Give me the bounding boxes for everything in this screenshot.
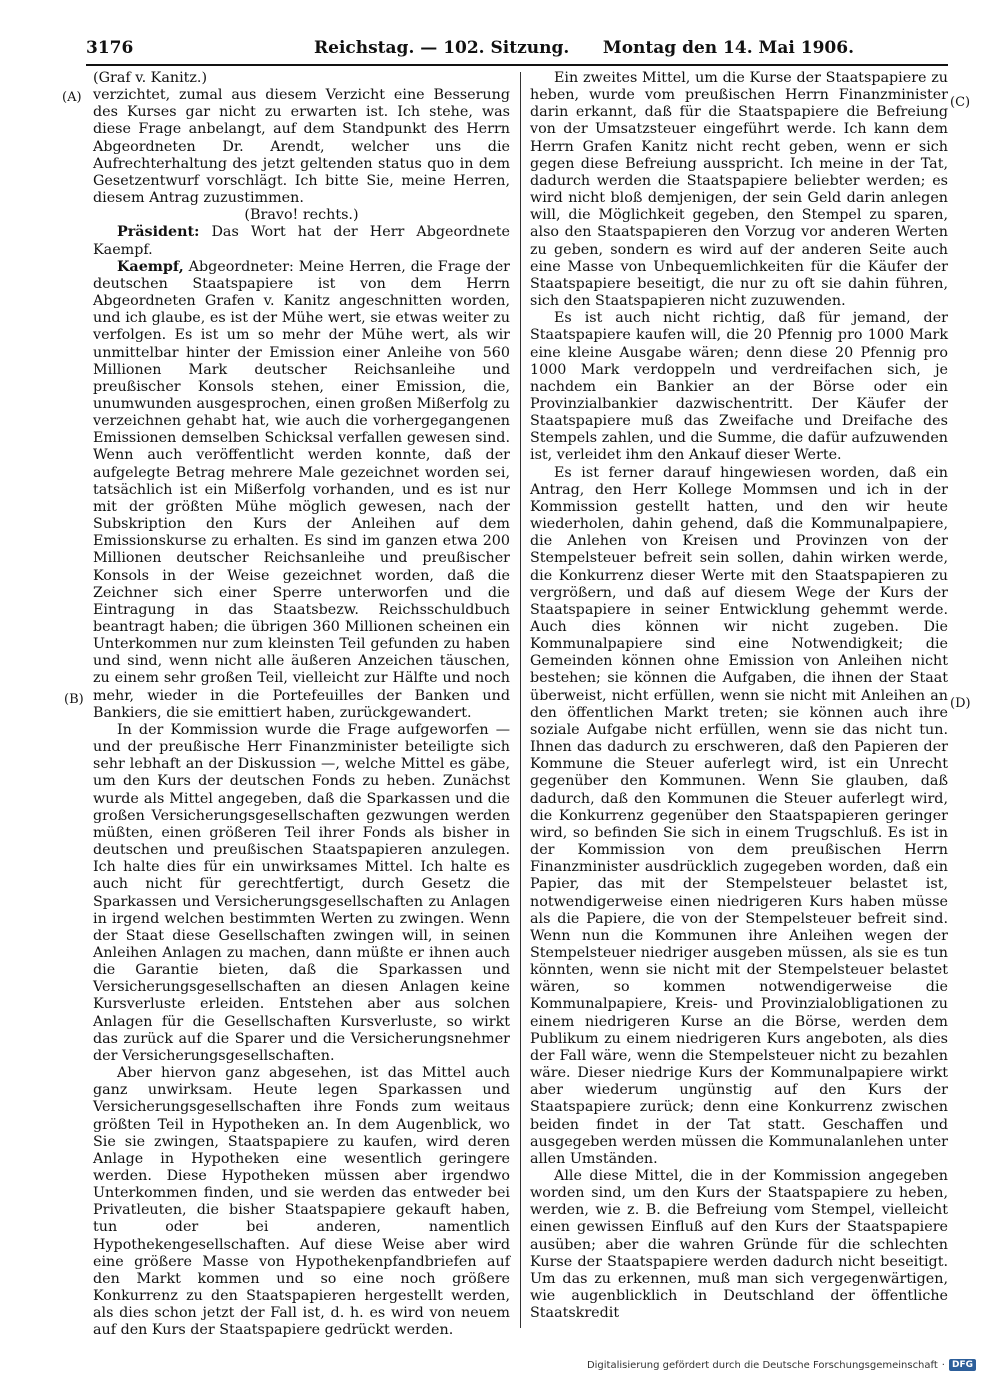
paragraph: In der Kommission wurde die Frage aufgeworfen — und der preußische Herr Finanzminister beteiligte sich sehr lebhaft an der Diskussion —, welche Mittel es gäbe, um den Kurs der deutschen Fonds zu heben. Zunächst wurde als Mittel angegeben, daß die Sparkassen und die großen Versicherungsgesellschaften gezwungen werden müßten, einen größeren Teil ihrer Fonds als bisher in deutschen und preußischen Staatspapieren anzulegen. Ich halte dies für ein unwirksames Mittel. Ich halte es auch nicht für gerechtfertigt, durch Gesetz die Sparkassen und Versicherungsgesellschaften zu Anlagen in irgend welchen bestimmten Werten zu zwingen. Wenn der Staat diese Gesellschaften zwingen will, in seinen Anleihen Anlagen zu machen, dann müßte er ihnen auch die Garantie bieten, daß die Sparkassen und Versicherungsgesellschaften an diesen Anlagen keine Kursverluste erleiden. Entstehen aber aus solchen Anlagen für die Gesellschaften Kursverluste, so wirkt das zurück auf die Sparer und die Versicherungsnehmer der Versicherungsgesellschaften. <box>93 721 510 1064</box>
session-title: Reichstag. — 102. Sitzung. <box>314 38 570 58</box>
paragraph: Es ist auch nicht richtig, daß für jemand, der Staatspapiere kaufen will, die 20 Pfennig pro 1000 Mark eine kleine Ausgabe wären; denn diese 20 Pfennig pro 1000 Mark verdoppeln und verdreifachen sich, je nachdem ein Bankier an der Börse oder ein Provinzialbankier dazwischentritt. Der Käufer der Staatspapiere muß das Zweifache und Dreifache des Stempels zahlen, und die Summe, die dafür aufzuwenden ist, verleidet ihm den Ankauf dieser Werte. <box>530 310 948 464</box>
dfg-logo-icon: DFG <box>949 1359 976 1371</box>
margin-mark-d: (D) <box>950 696 971 711</box>
paragraph <box>93 259 510 722</box>
page-header <box>86 36 956 66</box>
speech-text: Abgeordneter: Meine Herren, die Frage der deutschen Staatspapiere ist von dem Herrn Abgeordneten Grafen v. Kanitz angeschnitten worden, und ich glaube, es ist der Mühe wert, sie etwas weiter zu verfolgen. Es ist um so mehr der Mühe wert, als wir unmittelbar hinter der Emission einer Anleihe von 560 Millionen Mark deutscher Reichsanleihe und preußischer Konsols stehen, einer Emission, die, unumwunden ausgesprochen, einen großen Mißerfolg zu verzeichnen gehabt hat, wie auch die vorhergegangenen Emissionen demselben Schicksal verfallen gewesen sind. Wenn auch veröffentlicht werden konnte, daß der aufgelegte Betrag mehrere Male gezeichnet worden sei, tatsächlich ist ein Mißerfolg vorhanden, und es ist nur mit der größten Mühe möglich gewesen, nach der Subskription den Kurs der Anleihen auf dem Emissionskurse zu erhalten. Es sind im ganzen etwa 200 Millionen deutscher Reichsanleihe und preußischer Konsols in der Weise gezeichnet worden, daß die Zeichner sich einer Sperre unterworfen und die Eintragung in das Staatsbezw. Reichsschuldbuch beantragt haben; die übrigen 360 Millionen scheinen ein Unterkommen nur zum kleinsten Teil gefunden zu haben und sind, wenn nicht alle äußeren Anzeichen täuschen, zu einem sehr großen Teil, vielleicht zur Hälfte und noch mehr, wieder in die Portefeuilles der Banken und Bankiers, die sie emittiert haben, zurückgewandert. <box>93 258 511 721</box>
footer: Digitalisierung gefördert durch die Deutsche Forschungsgemeinschaft · DFG <box>587 1359 976 1371</box>
paragraph <box>93 224 510 258</box>
paragraph: verzichtet, zumal aus diesem Verzicht eine Besserung des Kurses gar nicht zu erwarten ist. Ich stehe, was diese Frage anbelangt, auf dem Standpunkt des Herrn Abgeordneten Dr. Arendt, welcher uns die Aufrechterhaltung des jetzt geltenden status quo in dem Gesetzentwurf vorschlägt. Ich bitte Sie, meine Herren, diesem Antrag zuzustimmen. <box>93 87 510 207</box>
page-number: 3176 <box>86 38 134 58</box>
margin-mark-a: (A) <box>62 90 82 105</box>
column-separator <box>520 72 521 1328</box>
paragraph: (Bravo! rechts.) <box>244 207 359 224</box>
right-column <box>530 70 948 1322</box>
speech-text: Das Wort hat der Herr Abgeordnete Kaempf. <box>93 224 510 258</box>
speaker-name: Kaempf, <box>117 258 184 275</box>
footer-credit: Digitalisierung gefördert durch die Deutsche Forschungsgemeinschaft <box>586 1359 938 1371</box>
speaker-name: Präsident: <box>117 224 200 241</box>
paragraph: (Graf v. Kanitz.) <box>93 70 208 86</box>
session-date: Montag den 14. Mai 1906. <box>602 38 854 58</box>
header-rule <box>86 64 948 66</box>
paragraph: Es ist ferner darauf hingewiesen worden, daß ein Antrag, den Herr Kollege Mommsen und ich in der Kommission gestellt hatten, und den wir heute wiederholen, dahin gehend, daß die Kommunalpapiere, die Anlehen von Kreisen und Provinzen von der Stempelsteuer befreit sein sollen, dahin wirken werde, die Konkurrenz dieser Werte mit den Staatspapieren zu vergrößern, und daß auf diesem Wege der Kurs der Staatspapiere in seiner Entwicklung gehemmt werde. Auch dies können wir nicht zugeben. Die Kommunalpapiere sind eine Notwendigkeit; die Gemeinden können ohne Emission von Anleihen nicht bestehen; sie können die Aufgaben, die ihnen der Staat überweist, nicht erfüllen, wenn sie nicht mit Anleihen an den öffentlichen Markt treten; sie können auch ihre soziale Aufgabe nicht erfüllen, wenn sie das nicht tun. Ihnen das dadurch zu erschweren, daß den Papieren der Kommune die Steuer auferlegt wird, ist ein Unrecht gegenüber den Kommunen. Wenn Sie glauben, daß dadurch, daß den Kommunen die Steuer auferlegt wird, die Konkurrenz gegenüber den Staatspapieren geringer wird, so befinden Sie sich in einem Trugschluß. Es ist in der Kommission von dem preußischen Herrn Finanzminister ausdrücklich zugegeben worden, daß ein Papier, das mit der Stempelsteuer belastet ist, notwendigerweise einen niedrigeren Kurs haben müsse als die Papiere, die von der Stempelsteuer befreit sind. Wenn nun die Kommunen ihre Anleihen wegen der Stempelsteuer niedriger ausgeben müssen, als sie es tun könnten, wenn sie nicht mit der Stempelsteuer belastet wären, so kommen notwendigerweise die Kommunalpapiere, Kreis- und Provinzialobligationen zu einem niedrigeren Kurse an die Börse, werden dem Publikum zu einem niedrigeren Kurs angeboten, als dies der Fall wäre, wenn die Stempelsteuer nicht zu bezahlen wäre. Dieser niedrige Kurs der Kommunalpapiere wirkt aber wiederum ungünstig auf den Kurs der Staatspapiere zurück; denn eine Konkurrenz zwischen beiden findet in der Tat statt. Geschaffen und ausgegeben werden müssen die Kommunalanlehen unter allen Umständen. <box>530 464 948 1167</box>
paragraph: Aber hiervon ganz abgesehen, ist das Mittel auch ganz unwirksam. Heute legen Sparkassen und Versicherungsgesellschaften ihre Fonds zum weitaus größten Teil in Hypotheken an. In dem Augenblick, wo Sie sie zwingen, Staatspapiere zu kaufen, wird deren Anlage in Hypotheken eine wesentlich geringere werden. Diese Hypotheken müssen aber irgendwo Unterkommen finden, und sie werden das entweder bei Privatleuten, die bisher Staatspapiere gekauft haben, tun oder bei anderen, namentlich Hypothekengesellschaften. Auf diese Weise aber wird eine größere Masse von Hypothekenpfandbriefen auf den Markt kommen und so eine noch größere Konkurrenz zu den Staatspapieren hergestellt werden, als dies schon jetzt der Fall ist, d. h. es wird von neuem auf den Kurs der Staatspapiere gedrückt werden. <box>93 1065 510 1339</box>
margin-mark-b: (B) <box>64 692 84 707</box>
paragraph: Ein zweites Mittel, um die Kurse der Staatspapiere zu heben, wurde vom preußischen Herrn Finanzminister darin erkannt, daß für die Staatspapiere die Befreiung von der Umsatzsteuer eingeführt werde. Ich kann dem Herrn Grafen Kanitz nicht recht geben, wenn er sich gegen diese Befreiung ausspricht. Ich meine in der Tat, dadurch werden die Staatspapiere beliebter werden; es wird nicht bloß demjenigen, der sein Geld darin anlegen will, die Möglichkeit gegeben, den Stempel zu sparen, also den Staatspapieren den Vorzug vor anderen Werten zu geben, sondern es wird auf der anderen Seite auch eine Masse von Unbequemlichkeiten für die Käufer der Staatspapiere beseitigt, die nur zu oft sie dahin führen, sich den Staatspapieren nicht zuzuwenden. <box>530 70 948 310</box>
margin-mark-c: (C) <box>950 95 971 110</box>
paragraph: Alle diese Mittel, die in der Kommission angegeben worden sind, um den Kurs der Staatspapiere zu heben, werden, wie z. B. die Befreiung vom Stempel, vielleicht einen gewissen Einfluß auf den Kurs der Staatspapiere ausüben; aber die wahren Gründe für die schlechten Kurse der Staatspapiere werden dadurch nicht beseitigt. Um das zu erkennen, muß man sich vergegenwärtigen, wie augenblicklich in Deutschland der öffentliche Staatskredit <box>530 1168 948 1322</box>
left-column <box>93 70 510 1340</box>
